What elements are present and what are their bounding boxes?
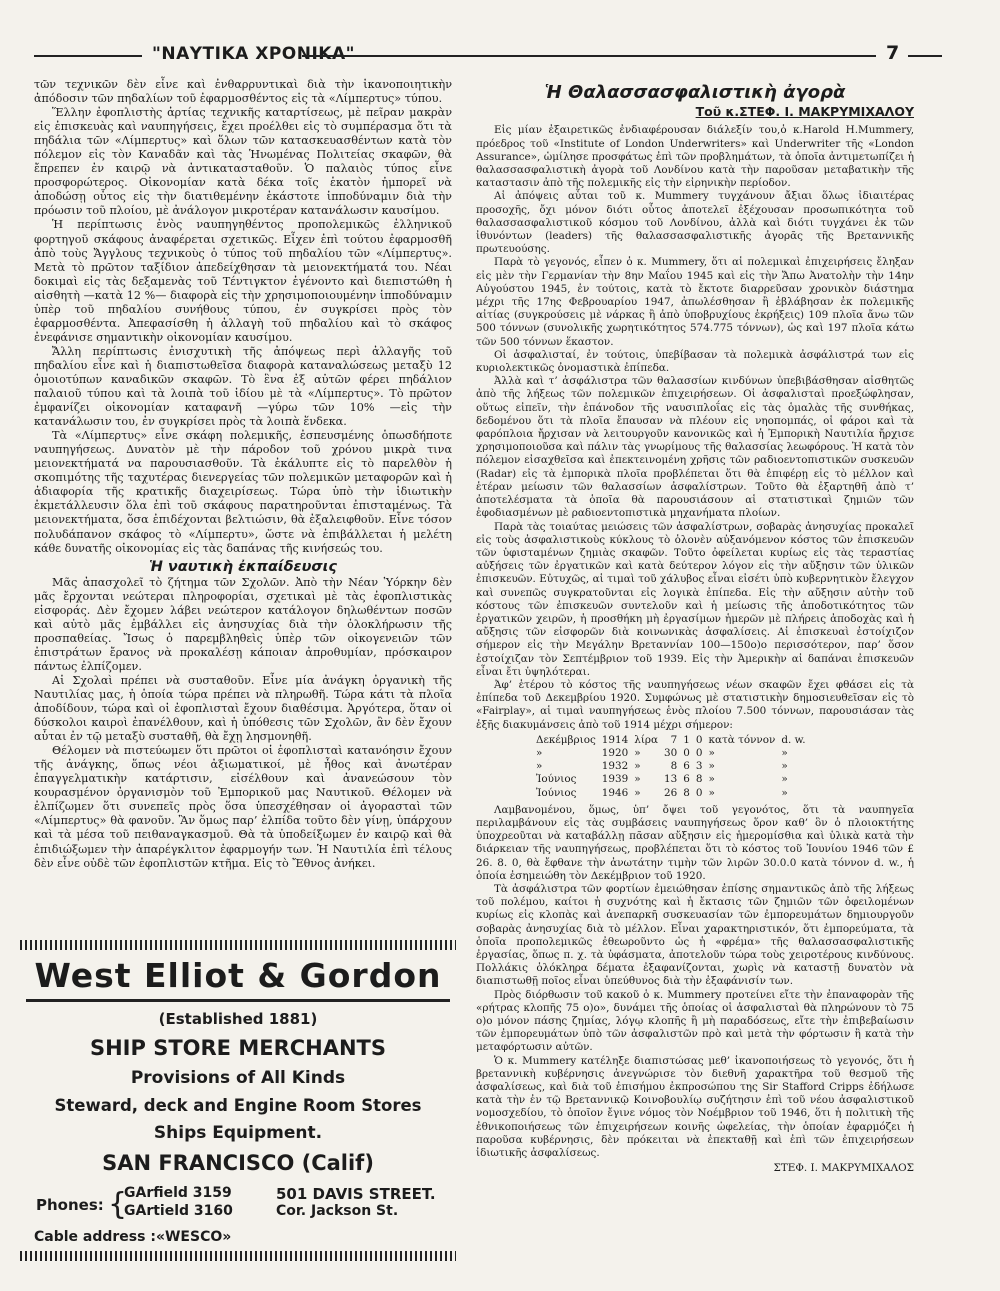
cell-month: » [536, 746, 543, 759]
ad-established: (Established 1881) [158, 1010, 318, 1028]
cell-currency: » [634, 773, 641, 786]
paragraph: Τὰ «Λίμπερτυς» εἶνε σκάφη πολεμικῆς, ἐσπευσμένης ὁπωσδήποτε ναυπηγήσεως. Δυνατὸν μὲ τὴν πάροδον τοῦ χρόνου μικρὰ τινα μειονεκτήματά να παρουσιασθοῦν. Τὰ ἐκάλυπτε εἰς τὸ παρελθὸν ἡ σκοπιμότης τῆς ταχυτέρας διενεργείας τῶν πολεμικῶν μεταφορῶν καὶ ἡ ἀδιαφορία τῆς κρατικῆς διαχειρίσεως. Τώρα ὑπὸ τὴν ἰδιωτικὴν ἐκμετάλλευσιν ὅλα ἐπὶ τοῦ σκάφους παρατηροῦνται ἐπισταμένως. Τὰ μειονεκτήματα, ὅσα ἐπιδέχονται βελτιώσιν, θὰ ἐξαλειφθοῦν. Εἶνε τόσον πολυδάπανον σκάφος τὸ «Λίμπερτυ», ὥστε νὰ ἐπιβάλλεται ἡ μελέτη κάθε δυνατῆς οἰκονομίας εἰς τὰς δαπάνας τῆς κινήσεώς του. [34, 429, 452, 555]
cell-pence: 0 [695, 746, 703, 759]
ad-contact-block [20, 1185, 456, 1225]
cell-pounds: 30 [664, 746, 678, 759]
ad-line-stores: Steward, deck and Engine Room Stores [54, 1096, 422, 1115]
table-row [536, 773, 812, 786]
cell-month: Ἰούνιος [536, 773, 577, 786]
cell-shillings: 8 [683, 786, 690, 799]
cell-year: 1932 [601, 760, 629, 773]
cell-currency: » [634, 760, 641, 773]
right-column [476, 78, 914, 1175]
table-row [536, 760, 812, 773]
ad-firm-name: West Elliot & Gordon [34, 956, 442, 995]
cell-suffix: » [781, 773, 788, 786]
table-row [536, 747, 812, 760]
paragraph: Παρὰ τὰς τοιαύτας μειώσεις τῶν ἀσφαλίστρων, σοβαρὰς ἀνησυχίας προκαλεῖ εἰς τοὺς ἀσφαλιστικοὺς κύκλους τὸ ὁλονὲν αὐξανόμενον κόστος τῶν ἐπισκευῶν τῶν ὑφισταμένων ζημιὰς σκαφῶν. Τοῦτο ὀφείλεται κυρίως εἰς τὰς τεραστίας αὐξήσεις τῶν ἐργατικῶν καὶ κατὰ δεύτερον λόγον εἰς τὴν αὔξησιν τῶν ὑλικῶν ἐπισκευῶν. Εὐτυχῶς, αἱ τιμαὶ τοῦ χάλυβος εἶναι εἰσέτι ὑπὸ κυβερνητικὸν ἔλεγχον καὶ συνεπῶς συγκρατοῦνται εἰς λογικὰ ἐπίπεδα. Εἰς τὴν αὔξησιν αὐτὴν τοῦ κόστους τῶν ἐπισκευῶν συντελοῦν καὶ ἡ μείωσις τῆς ἀποδοτικότητος τῶν ἐργατικῶν χειρῶν, ἡ προσθήκη μὴ ἐργασίμων ἡμερῶν μὲ πλήρεις ἀποδοχὰς καὶ ἡ αὔξησις τῶν εἰσφορῶν διὰ κοινωνικὰς ἀσφαλίσεις. Αἱ ἐπισκευαὶ ἐστοίχιζον σήμερον εἰς τὴν Μεγάλην Βρεταννίαν 100—150ο)ο περισσότερον, παρ’ ὅσον ἐστοίχιζαν τὸν Σεπτέμβριον τοῦ 1939. Εἰς τὴν Ἀμερικὴν αἱ δαπάναι ἐπισκευῶν εἶναι ἔτι ὑψηλότεραι. [476, 520, 914, 678]
header-rule-left [34, 55, 142, 57]
cell-pounds: 7 [670, 733, 678, 746]
cell-year: 1914 [601, 733, 629, 746]
cell-pence: 8 [695, 773, 703, 786]
ad-address: 501 DAVIS STREET. [276, 1185, 436, 1203]
cell-unit: » [708, 746, 715, 759]
paragraph: Πρὸς διόρθωσιν τοῦ κακοῦ ὁ κ. Mummery προτείνει εἴτε τὴν ἐπαναφορὰν τῆς «ρήτρας κλοπῆς 75 ο)ο», δυνάμει τῆς ὁποίας οἱ ἀσφαλισταὶ θὰ πληρώνουν τὸ 75 ο)ο μόνον πάσης ζημίας, λόγῳ κλοπῆς ἢ μὴ παραδόσεως, εἴτε τὴν ἐπιβεβαίωσιν τῶν ἐμπορευμάτων ὑπὸ τῶν ἀσφαλιστῶν πρὸ καὶ μετὰ τὴν φόρτωσιν ἢ κατὰ τὴν μεταφόρτωσιν αὐτῶν. [476, 988, 914, 1054]
cell-unit: » [708, 773, 715, 786]
cell-year: 1946 [601, 786, 629, 799]
paragraph: Ἡ περίπτωσις ἑνὸς ναυπηγηθέντος προπολεμικῶς ἑλληνικοῦ φορτηγοῦ σκάφους ἀναφέρεται σχετικῶς. Εἶχεν ἐπὶ τούτου ἐφαρμοσθῆ ἀπὸ τοὺς Ἄγγλους τεχνικοὺς ὁ τύπος τοῦ πηδαλίου τῶν «Λίμπερτυς». Μετὰ τὸ πρῶτον ταξίδιον ἀπεδείχθησαν τὰ μειονεκτήματά του. Νέαι δοκιμαὶ εἰς τὰς δεξαμενὰς τοῦ Τέντιγκτον ἐγένοντο καὶ διεπιστώθη ἡ αἰσθητὴ —κατὰ 12 %— διαφορὰ εἰς τὴν χρησιμοποιουμένην ἱπποδύναμιν ὑπὲρ τοῦ πηδαλίου συνήθους τύπου, ἐν συγκρίσει πρὸς τὸν ἐφαρμοσθέντα. Ἀπεφασίσθη ἡ ἀλλαγὴ τοῦ πηδαλίου καὶ τὸ σκάφος ἐνεφάνισε σημαντικὴν οἰκονομίαν καυσίμου. [34, 218, 452, 344]
paragraph: Αἱ Σχολαὶ πρέπει νὰ συσταθοῦν. Εἶνε μία ἀνάγκη ὀργανικὴ τῆς Ναυτιλίας μας, ἡ ὁποία τώρα πρέπει νὰ πληρωθῆ. Τώρα κάτι τὰ πλοῖα ἀποδίδουν, τώρα καὶ οἱ ἐφοπλισταὶ ἔχουν διαθέσιμα. Ἀργότερα, ὅταν οἱ δύσκολοι καιροὶ ἐπανέλθουν, καὶ ἡ ὑπόθεσις τῶν Σχολῶν, ἂν δὲν ἔχουν αὗται ἐν τῷ μεταξὺ συσταθῆ, θὰ ἔχῃ λησμονηθῆ. [34, 673, 452, 744]
header-rule-right [908, 55, 942, 57]
cell-shillings: 0 [683, 746, 690, 759]
cell-month: Δεκέμβριος [536, 733, 596, 746]
running-header [34, 44, 934, 66]
ad-phone: GArfield 3159 [124, 1185, 232, 1201]
cell-month: » [536, 760, 543, 773]
advertisement [20, 940, 456, 1258]
ad-line-equipment: Ships Equipment. [153, 1123, 323, 1143]
paragraph: Ἄλλη περίπτωσις ἐνισχυτικὴ τῆς ἀπόψεως περὶ ἀλλαγῆς τοῦ πηδαλίου εἶνε καὶ ἡ διαπιστωθεῖσα διαφορὰ καταναλώσεως μεταξὺ 12 ὁμοιοτύπων καναδικῶν σκαφῶν. Τὸ ἓνα ἐξ αὐτῶν φέρει πηδάλιον παλαιοῦ τύπου καὶ τὰ λοιπὰ τοῦ ἰδίου μὲ τὰ «Λίμπερτυς». Τὸ πρῶτον ἐμφανίζει οἰκονομίαν καταφανῆ —γύρω τῶν 10% —εἰς τὴν κατανάλωσιν του, ἐν συγκρίσει πρὸς τὰ λοιπὰ ἕνδεκα. [34, 344, 452, 429]
cell-suffix: » [781, 760, 788, 773]
cell-suffix: » [781, 746, 788, 759]
paragraph: Τὰ ἀσφάλιστρα τῶν φορτίων ἐμειώθησαν ἐπίσης σημαντικῶς ἀπὸ τῆς λήξεως τοῦ πολέμου, καίτοι ἡ συχνότης καὶ ἡ ἔκτασις τῶν ζημιῶν τῶν ὀφειλομένων κυρίως εἰς κλοπὰς καὶ ἀνεπαρκῆ συσκευασίαν τῶν ἐμπορευμάτων δημιουργοῦν σοβαρὰς ἀνησυχίας διὰ τὸ μέλλον. Εἶναι χαρακτηριστικόν, ὅτι ἐμπορεύματα, τὰ ὁποῖα προπολεμικῶς ἐθεωροῦντο ὡς ἡ «φρέμα» τῆς θαλασσασφαλιστικῆς ἐργασίας, ὅπως π. χ. τὰ ὑφάσματα, ἀποτελοῦν τώρα τοὺς χειροτέρους κινδύνους. Πολλάκις ὁλόκληρα δέματα ἐξαφανίζονται, χωρὶς νὰ καταστῇ δυνατὸν νὰ διαπιστωθῇ ποῖος εἶναι ὑπεύθυνος διὰ τὴν ἐξαφάνισίν των. [476, 882, 914, 988]
cell-currency: » [634, 746, 641, 759]
table-row [536, 734, 812, 747]
cell-pounds: 26 [664, 786, 678, 799]
paragraph: Εἰς μίαν ἐξαιρετικῶς ἐνδιαφέρουσαν διάλεξίν του,ὁ κ.Harold H.Mummery, πρόεδρος τοῦ «Institute of London Underwriters» καὶ Underwriter τῆς «London Assurance», ὡμίλησε προσφάτως ἐπὶ τῶν προβλημάτων, τὰ ὁποῖα ἀντιμετωπίζει ἡ θαλασσασφαλιστικὴ ἀγορὰ τοῦ Λονδίνου κατὰ τὴν παροῦσαν μεταβατικὴν τῆς καταστασιν ἀπὸ τῆς πολεμικῆς εἰς τὴν εἰρηνικὴν περίοδον. [476, 124, 914, 190]
page-number: 7 [886, 42, 900, 64]
ad-border-top [20, 940, 456, 950]
ad-city: SAN FRANCISCO (Calif) [102, 1151, 374, 1175]
paragraph: Ὁ κ. Mummery κατέληξε διαπιστώσας μεθ’ ἱκανοποιήσεως τὸ γεγονός, ὅτι ἡ βρεταννικὴ κυβέρνησις ἀνεγνώρισε τὸν διεθνῆ χαρακτῆρα τοῦ θεσμοῦ τῆς ἀσφαλίσεως, καὶ διὰ τοῦ ἐπισήμου ἐκπροσώπου της Sir Stafford Cripps ἐδήλωσε κατὰ τὴν ἐν τῷ Βρεταννικῷ Κοινοβουλίῳ συζήτησιν ἐπὶ τοῦ νέου ἀσφαλιστικοῦ νομοσχεδίου, τὸ ὁποῖον ἔγινε νόμος τὸν Νοέμβριον τοῦ 1946, ὅτι ἡ πολιτικὴ τῆς ἐθνικοποιήσεως τῶν ἐπιχειρήσεων κοινῆς ὠφελείας, τὴν ὁποίαν ἐφαρμόζει ἡ παροῦσα κυβέρνησις, δὲν πρόκειται νὰ ἐπεκταθῇ καὶ ἐπὶ τῶν ἐπιχειρήσεων ἰδιωτικῆς ἀσφαλίσεως. [476, 1054, 914, 1160]
magazine-title: "ΝΑΥΤΙΚΑ ΧΡΟΝΙΚΑ" [152, 44, 355, 64]
section-heading: Ἡ ναυτικὴ ἐκπαίδευσις [149, 558, 337, 575]
cell-shillings: 6 [683, 773, 690, 786]
cell-month: Ἰούνιος [536, 786, 577, 799]
ad-cable-address: Cable address :«WESCO» [34, 1229, 232, 1245]
paragraph: Αἱ ἀπόψεις αὗται τοῦ κ. Mummery τυγχάνουν ἄξιαι ὅλως ἰδιαιτέρας προσοχῆς, ὄχι μόνον διότι οὗτος ἀποτελεῖ ἐξέχουσαν προσωπικότητα τοῦ θαλασσασφαλιστικοῦ κόσμου τοῦ Λονδίνου, ἀλλὰ καὶ διότι τυγχάνει ἐκ τῶν ἰθυνόντων (leaders) τῆς θαλασσασφαλιστικῆς ἀγορᾶς τῆς Βρεταννικῆς πρωτευούσης. [476, 190, 914, 256]
paragraph: Θέλομεν νὰ πιστεύωμεν ὅτι πρῶτοι οἱ ἐφοπλισταὶ κατανόησιν ἔχουν τῆς ἀνάγκης, ὅπως νέοι ἀξιωματικοί, μὲ ἦθος καὶ ἀνωτέραν ἐπαγγελματικὴν κατάρτισιν, εἰσέλθουν καὶ ἀνανεώσουν τὸν κουρασμένον ὀργανισμὸν τοῦ Ἐμπορικοῦ μας Ναυτικοῦ. Θέλομεν νὰ ἐλπίζωμεν ὅτι συνεπεῖς πρὸς ὅσα ὑπεσχέθησαν οἱ ἀγορασταὶ τῶν «Λίμπερτυς» θὰ φανοῦν. Ἂν ὅμως παρ’ ἐλπίδα τοῦτο δὲν γίνῃ, ὑπάρχουν καὶ τὰ μέσα τοῦ πειθαναγκασμοῦ. Θὰ τὰ ὑποδείξωμεν ἐν καιρῷ καὶ θὰ ἐπιδιώξωμεν τὴν ἀπαρέγκλιτον ἐφαρμογήν των. Ἡ Ναυτιλία ἐπὶ τέλους δὲν εἶνε οὐδὲ τῶν ἐφοπλιστῶν κτῆμα. Εἰς τὸ Ἔθνος ἀνήκει. [34, 744, 452, 870]
ad-line-provisions: Provisions of All Kinds [130, 1068, 346, 1088]
ad-address-corner: Cor. Jackson St. [276, 1203, 399, 1219]
cell-pounds: 8 [670, 760, 678, 773]
cell-suffix: » [781, 786, 788, 799]
price-table [536, 734, 812, 800]
paragraph: Ἀφ’ ἑτέρου τὸ κόστος τῆς ναυπηγήσεως νέων σκαφῶν ἔχει φθάσει εἰς τὰ ἐπίπεδα τοῦ Δεκεμβρίου 1920. Συμφώνως μὲ στατιστικὴν δημοσιευθεῖσαν εἰς τὸ «Fairplay», αἱ τιμαὶ ναυπηγήσεως ἑνὸς πλοίου 7.500 τόννων, παρουσιάσαν τὰς ἑξῆς διακυμάνσεις ἀπὸ τοῦ 1914 μέχρι σήμερον: [476, 678, 914, 731]
paragraph: τῶν τεχνικῶν δὲν εἶνε καὶ ἐνθαρρυντικαὶ διὰ τὴν ἱκανοποιητικὴν ἀπόδοσιν τῶν πηδαλίων τοῦ ἐφαρμοσθέντος εἰς τὰ «Λίμπερτυς» τύπου. [34, 78, 452, 106]
table-row [536, 787, 812, 800]
brace-icon: { [108, 1187, 128, 1222]
ad-phone: GArtield 3160 [124, 1203, 233, 1219]
ad-line-merchants: SHIP STORE MERCHANTS [89, 1036, 387, 1060]
cell-unit: » [708, 786, 715, 799]
paragraph: Παρὰ τὸ γεγονός, εἶπεν ὁ κ. Mummery, ὅτι αἱ πολεμικαὶ ἐπιχειρήσεις ἔληξαν εἰς μὲν τὴν Γερμανίαν τὴν 8ην Μαΐου 1945 καὶ εἰς τὴν Ἄπω Ἀνατολὴν τὴν 14ην Αὐγούστου 1945, ἐν τούτοις, κατὰ τὸ ἔκτοτε διαρρεῦσαν χρονικὸν διάστημα μέχρι τῆς 17ης Φεβρουαρίου 1947, ἀπωλέσθησαν ἢ ἐβλάβησαν ἐκ πολεμικῆς αἰτίας (συγκρούσεις μὲ νάρκας ἢ ἀπὸ ὑποβρυχίους ἐκρήξεις) 109 πλοῖα ἄνω τῶν 500 τόννων (συνολικῆς χωρητικότητος 574.775 τόννων), ὡς καὶ 197 πλοῖα κάτω τῶν 500 τόννων ἕκαστον. [476, 256, 914, 348]
cell-year: 1939 [601, 773, 629, 786]
article-byline: Τοῦ κ.ΣΤΕΦ. Ι. ΜΑΚΡΥΜΙΧΑΛΟΥ [695, 104, 914, 120]
paragraph: Ἕλλην ἐφοπλιστὴς ἀρτίας τεχνικῆς καταρτίσεως, μὲ πεῖραν μακρὰν εἰς ἐπισκευὰς καὶ ναυπηγήσεις, ἔχει προέλθει εἰς τὸ συμπέρασμα ὅτι τὰ πηδάλια τῶν «Λίμπερτυς» καὶ ὅλων τῶν κατασκευασθέντων κατὰ τὸν πόλεμον εἰς τὸν Καναδᾶν καὶ τὰς Ἡνωμένας Πολιτείας σκαφῶν, θὰ ἔπρεπεν ἐν καιρῷ νὰ ἀντικατασταθοῦν. Ὁ παλαιὸς τύπος εἶνε προσφορώτερος. Οἰκονομίαν κατὰ δέκα τοῖς ἑκατὸν ἠμπορεῖ νὰ ἀποδώσῃ οὗτος εἰς τὴν διατιθεμένην ἑκάστοτε ἱπποδύναμιν διὰ τὴν πρόωσιν τοῦ πλοίου, μὲ ἀνάλογον μικροτέραν κατανάλωσιν καυσίμου. [34, 106, 452, 218]
paragraph: Λαμβανομένου, ὅμως, ὑπ’ ὄψει τοῦ γεγονότος, ὅτι τὰ ναυπηγεῖα περιλαμβάνουν εἰς τὰς συμβάσεις ναυπηγήσεως ὅρον καθ’ ὃν ὁ πλοιοκτήτης ὑποχρεοῦται νὰ καταβάλλῃ πᾶσαν αὔξησιν εἰς ἡμερομίσθια καὶ ὑλικὰ κατὰ τὴν διάρκειαν τῆς ναυπηγήσεως, προβλέπεται ὅτι τὸ κόστος τοῦ Ἰουνίου 1946 τῶν £ 26. 8. 0, θὰ ἔφθανε τὴν ἀνωτάτην τιμὴν τῶν λιρῶν 30.0.0 κατὰ τόννον d. w., ἡ ὁποία ἐσημειώθη τὸν Δεκέμβριον τοῦ 1920. [476, 803, 914, 882]
cell-shillings: 6 [683, 760, 690, 773]
cell-currency: » [634, 786, 641, 799]
header-rule-middle [302, 55, 876, 57]
paragraph: Οἱ ἀσφαλισταί, ἐν τούτοις, ὑπεβίβασαν τὰ πολεμικὰ ἀσφάλιστρά των εἰς κυριολεκτικῶς ὀνομαστικὰ ἐπίπεδα. [476, 348, 914, 375]
cell-pence: 0 [695, 786, 703, 799]
cell-unit: » [708, 760, 715, 773]
article-title: Ἡ Θαλασσασφαλιστικὴ ἀγορὰ [544, 82, 846, 103]
left-column [34, 78, 452, 871]
ad-border-bottom [20, 1251, 456, 1261]
article-signature: ΣΤΕΦ. Ι. ΜΑΚΡΥΜΙΧΑΛΟΣ [773, 1162, 914, 1175]
paragraph: Μᾶς ἀπασχολεῖ τὸ ζήτημα τῶν Σχολῶν. Ἀπὸ τὴν Νέαν Ὑόρκην δὲν μᾶς ἔρχονται νεώτεραι πληροφορίαι, σχετικαὶ μὲ τὰς ἐφοπλιστικὰς εἰσφοράς. Δὲν ἔχομεν λάβει νεώτερον κατάλογον δηλωθέντων ποσῶν καὶ αὐτὸ μᾶς ἐμβάλλει εἰς ἀνησυχίας διὰ τὴν ὁλοκλήρωσιν τῆς προσπαθείας. Ἴσως ὁ παρεμβληθεὶς ὑπὲρ τῶν οἰκογενειῶν τῶν ἐπιστράτων ἔρανος νὰ προκαλέσῃ κάποιαν ἀπροθυμίαν, πρόσκαιρον πάντως ἐλπίζομεν. [34, 575, 452, 673]
cell-pounds: 13 [664, 773, 678, 786]
cell-currency: λίρα [634, 733, 659, 746]
cell-pence: 0 [695, 733, 703, 746]
cell-pence: 3 [695, 760, 703, 773]
cell-suffix: d. w. [781, 733, 806, 746]
ad-divider [26, 999, 450, 1002]
ad-phones-label: Phones: [36, 1196, 104, 1214]
cell-year: 1920 [601, 746, 629, 759]
cell-unit: κατὰ τόννον [708, 733, 776, 746]
cell-shillings: 1 [683, 733, 690, 746]
paragraph: Ἀλλὰ καὶ τ’ ἀσφάλιστρα τῶν θαλασσίων κινδύνων ὑπεβιβάσθησαν αἰσθητῶς ἀπὸ τῆς λήξεως τῶν πολεμικῶν ἐπιχειρήσεων. Οἱ ἀσφαλισταὶ προεξώφλησαν, οὕτως εἰπεῖν, τὴν ἐπάνοδον τῆς ναυσιπλοΐας εἰς τὰς ὁμαλὰς τῆς συνθήκας, δεδομένου ὅτι τὰ πλοῖα ἔπαυσαν νὰ πλέουν εἰς νηοπομπάς, οἱ φάροι καὶ τὰ φαρόπλοια ἤρχισαν νὰ λειτουργοῦν κανονικῶς καὶ ἡ Ἐμπορικὴ Ναυτιλία ἤρχισε χρησιμοποιοῦσα καὶ πάλιν τὰς γνωρίμους τῆς θαλασσίας λεωφόρους. Ἡ κατὰ τὸν πόλεμον εἰσαχθεῖσα καὶ ἐπεκτεινομένη χρῆσις τῶν ραδιοεντοπιστικῶν συσκευῶν (Radar) εἰς τὰ ἐμπορικὰ πλοῖα προβλέπεται ὅτι θὰ ἐπιφέρῃ εἰς τὸ μέλλον καὶ ἑτέραν μείωσιν τῶν θαλασσίων ἀσφαλίστρων. Τοῦτο θὰ ἐξαρτηθῆ ἀπὸ τ’ ἀποτελέσματα τὰ ὁποῖα θὰ παρουσιάσουν αἱ στατιστικαὶ ζημιῶν τῶν ἐφοδιασμένων μὲ ραδιοεντοπιστικὰ μηχανήματα πλοίων. [476, 375, 914, 520]
